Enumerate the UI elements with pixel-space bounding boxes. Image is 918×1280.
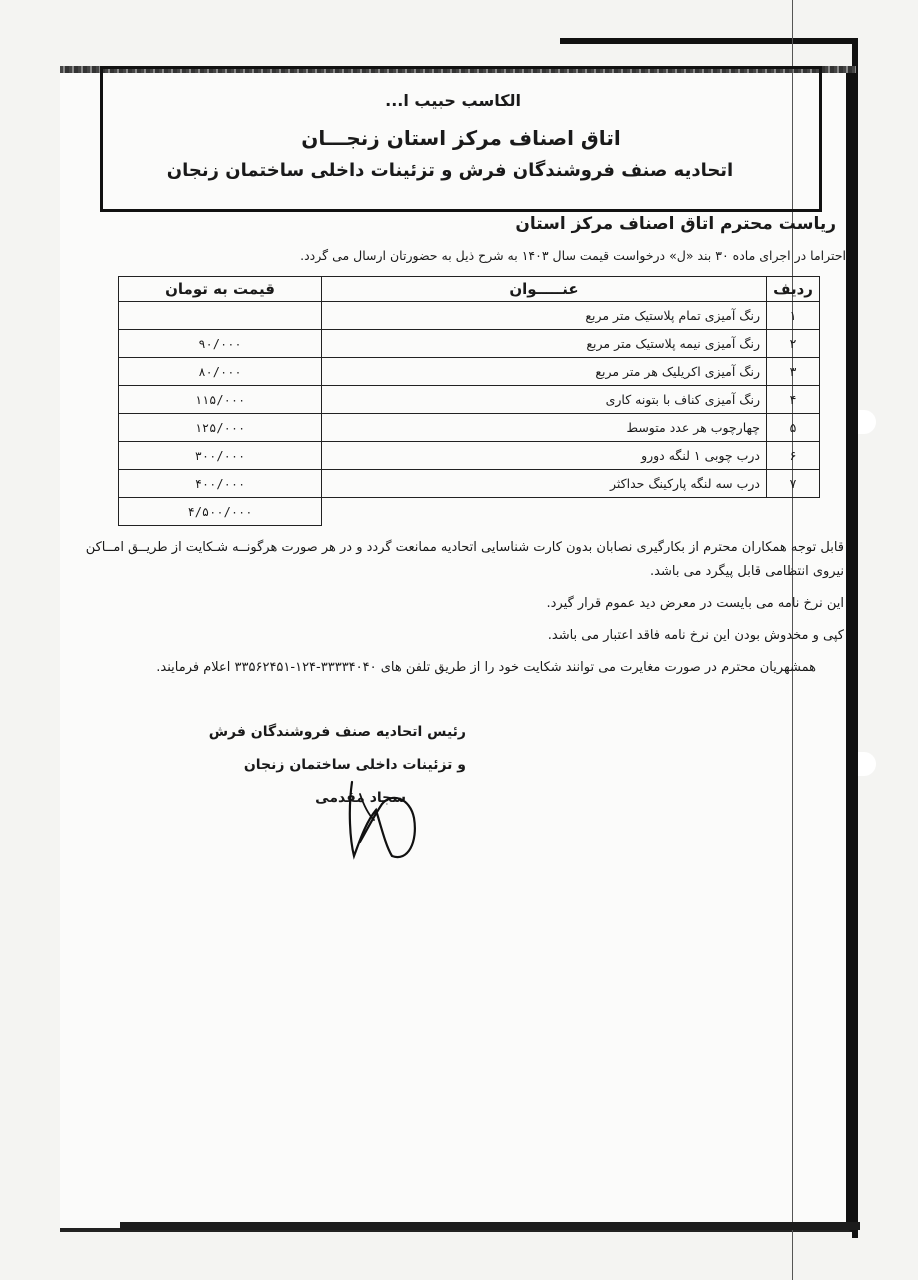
- table-row: [119, 302, 820, 330]
- row-title: رنگ آمیزی اکریلیک هر متر مربع: [322, 358, 767, 386]
- row-index: ۲: [767, 330, 820, 358]
- row-price: ۸۰/۰۰۰: [119, 358, 322, 386]
- table-row: [119, 358, 820, 386]
- row-price: [119, 302, 322, 330]
- letterhead-box: [100, 66, 822, 212]
- column-header-price: قیمت به تومان: [119, 277, 322, 302]
- binder-tab: [858, 752, 876, 776]
- signature-title-line2: و تزئینات داخلی ساختمان زنجان: [243, 757, 466, 773]
- row-price: ۳۰۰/۰۰۰: [119, 442, 322, 470]
- row-price: ۱۱۵/۰۰۰: [119, 386, 322, 414]
- intro-text: احتراما در اجرای ماده ۳۰ بند «ل» درخواست قیمت سال ۱۴۰۳ به شرح ذیل به حضورتان ارسال می گردد.: [300, 248, 846, 263]
- table-row: [119, 414, 820, 442]
- letterhead-line2: اتاق اصناف مرکز استان زنجـــان: [301, 126, 621, 150]
- price-table: [118, 276, 820, 526]
- row-price: ۹۰/۰۰۰: [119, 330, 322, 358]
- handwritten-signature: [330, 770, 430, 870]
- row-index-empty: [767, 498, 820, 526]
- letterhead-line1: الکاسب حبیب ا...: [385, 91, 521, 110]
- table-row: [119, 330, 820, 358]
- row-index: ۶: [767, 442, 820, 470]
- row-title: درب سه لنگه پارکینگ حداکثر: [322, 470, 767, 498]
- outer-border-right: [852, 40, 858, 1238]
- table-header-row: [119, 277, 820, 302]
- note-line: نیروی انتظامی قابل پیگرد می باشد.: [650, 564, 844, 579]
- note-line: کپی و مخدوش بودن این نرخ نامه فاقد اعتبار می باشد.: [547, 628, 844, 643]
- row-index: ۷: [767, 470, 820, 498]
- outer-border-top: [560, 38, 858, 44]
- row-price: ۴۰۰/۰۰۰: [119, 470, 322, 498]
- note-line: قابل توجه همکاران محترم از بکارگیری نصابان بدون کارت شناسایی اتحادیه ممانعت گردد و در هر صورت هرگونــه شـکایت از طریــق امــاکن: [85, 540, 844, 555]
- row-price: ۱۲۵/۰۰۰: [119, 414, 322, 442]
- note-line: این نرخ نامه می بایست در معرض دید عموم قرار گیرد.: [546, 596, 844, 611]
- table-row: [119, 442, 820, 470]
- letterhead-line3: اتحادیه صنف فروشندگان فرش و تزئینات داخلی ساختمان زنجان: [166, 160, 734, 181]
- column-header-title: عنـــــوان: [322, 277, 767, 302]
- column-header-index: ردیف: [767, 277, 820, 302]
- table-row: [119, 470, 820, 498]
- row-title: چهارچوب هر عدد متوسط: [322, 414, 767, 442]
- signature-title-line1: رئیس اتحادیه صنف فروشندگان فرش: [208, 724, 466, 740]
- row-title: رنگ آمیزی تمام پلاستیک متر مربع: [322, 302, 767, 330]
- row-index: ۳: [767, 358, 820, 386]
- table-row-last: [119, 498, 820, 526]
- row-index: ۴: [767, 386, 820, 414]
- signature-name: سجاد مقدمی: [315, 790, 406, 806]
- notes-section: [84, 538, 844, 682]
- row-price: ۴/۵۰۰/۰۰۰: [119, 498, 322, 526]
- note-line: همشهریان محترم در صورت مغایرت می توانند شکایت خود را از طریق تلفن های ۳۳۳۳۴۰۴۰-۱۲۴-۳۳۵۶۲۴۵۱ اعلام فرمایند.: [156, 660, 816, 675]
- row-index: ۵: [767, 414, 820, 442]
- row-title-empty: [322, 498, 767, 526]
- salutation: ریاست محترم اتاق اصناف مرکز استان: [515, 214, 836, 234]
- table-row: [119, 386, 820, 414]
- page-bottom-edge: [120, 1222, 860, 1230]
- row-title: رنگ آمیزی کناف با بتونه کاری: [322, 386, 767, 414]
- row-index: ۱: [767, 302, 820, 330]
- row-title: رنگ آمیزی نیمه پلاستیک متر مربع: [322, 330, 767, 358]
- binder-tab: [858, 410, 876, 434]
- row-title: درب چوبی ۱ لنگه دورو: [322, 442, 767, 470]
